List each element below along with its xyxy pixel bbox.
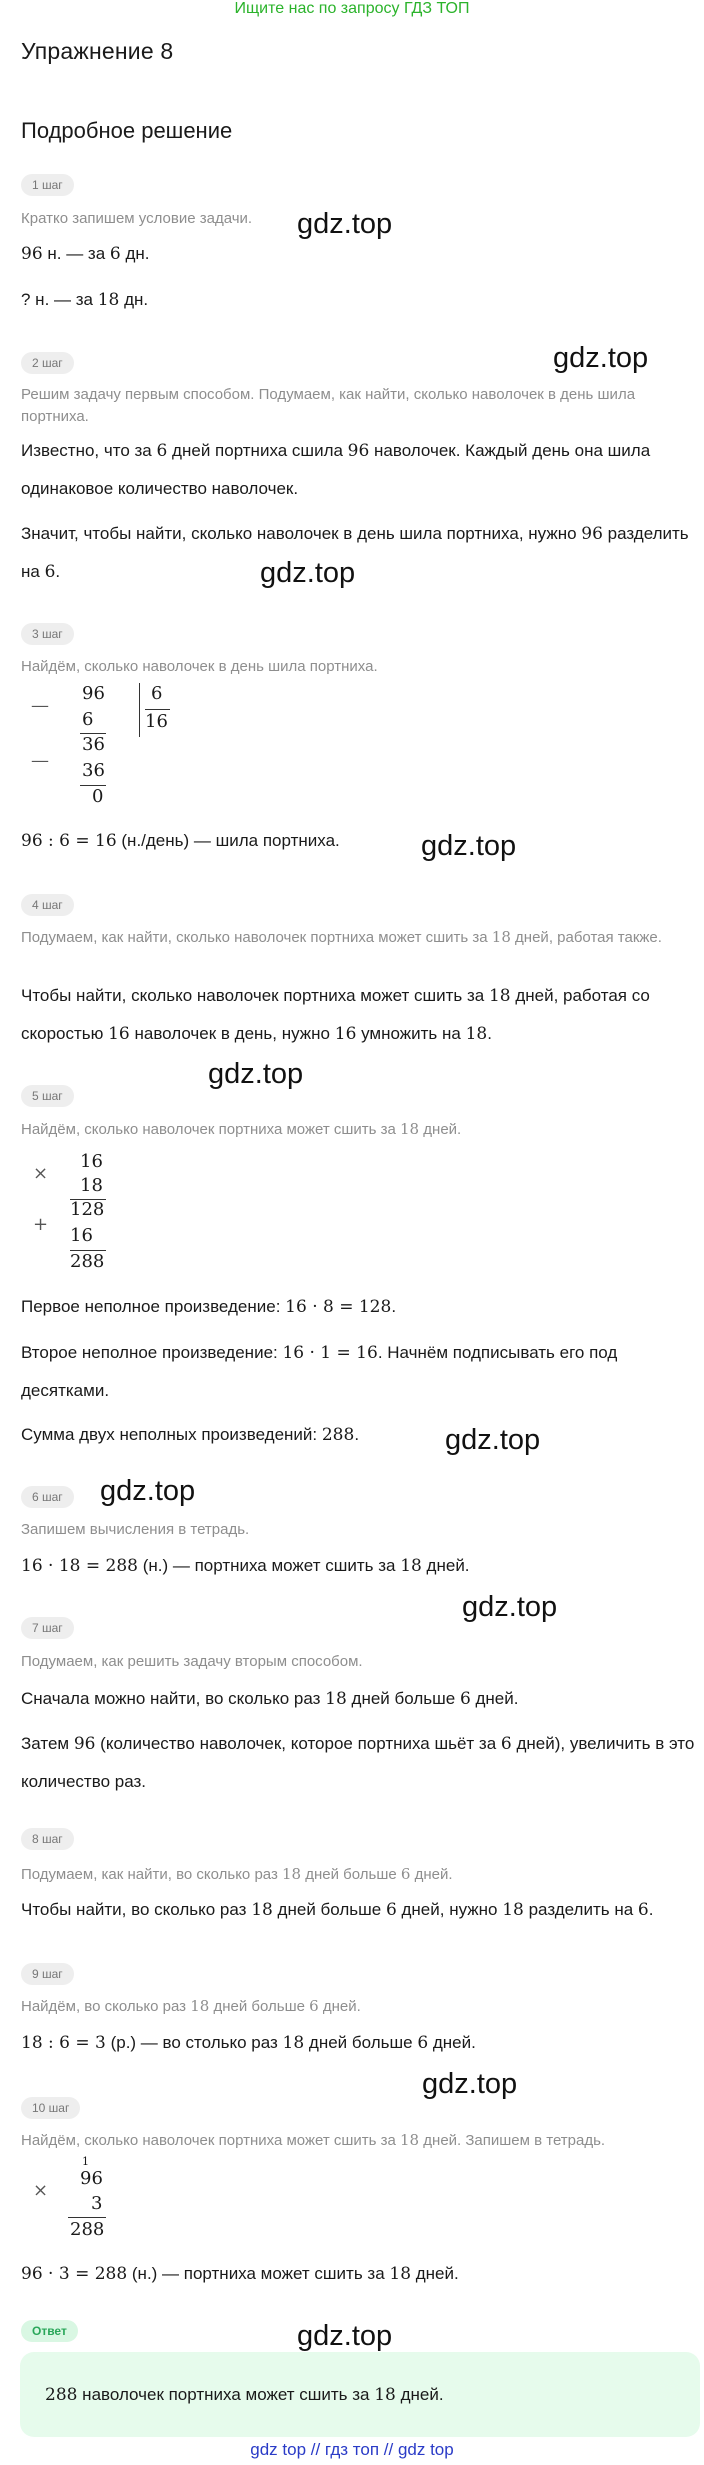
step-badge: 8 шаг (21, 1828, 74, 1850)
step-hint: Решим задачу первым способом. Подумаем, как найти, сколько наволочек в день шила портниха. (21, 386, 636, 425)
step-text: Сначала можно найти, во сколько раз 18 дней больше 6 дней. (21, 1689, 519, 1709)
step-text: Значит, чтобы найти, сколько наволочек в день шила портниха, нужно 96 разделить на 6. (21, 524, 689, 582)
top-search-link[interactable]: Ищите нас по запросу ГДЗ ТОП (234, 0, 470, 17)
step-hint: Найдём, сколько наволочек в день шила портниха. (21, 658, 378, 675)
step-text: Чтобы найти, во сколько раз 18 дней больше 6 дней, нужно 18 разделить на 6. (21, 1900, 654, 1920)
step-badge: 1 шаг (21, 174, 74, 196)
watermark: gdz.top (297, 2320, 393, 2352)
step-result: 18 : 6 = 3 (р.) — во столько раз 18 дней больше 6 дней. (21, 2033, 476, 2053)
answer-badge: Ответ (21, 2320, 78, 2342)
step-hint: Найдём, сколько наволочек портниха может сшить за 18 дней. (21, 1120, 462, 1138)
step-hint: Запишем вычисления в тетрадь. (21, 1521, 250, 1538)
step-hint: Подумаем, как решить задачу вторым способом. (21, 1653, 363, 1670)
page-title: Упражнение 8 (21, 38, 174, 64)
step-result: 96 · 3 = 288 (н.) — портниха может сшить за 18 дней. (21, 2264, 459, 2284)
step-badge: 5 шаг (21, 1085, 74, 1107)
condition-line-1: 96 н. — за 6 дн. (21, 244, 150, 264)
watermark: gdz.top (297, 208, 393, 240)
step-hint: Подумаем, как найти, сколько наволочек портниха может сшить за 18 дней, работая также. (21, 928, 662, 946)
watermark: gdz.top (445, 1424, 541, 1456)
step-hint: Найдём, во сколько раз 18 дней больше 6 дней. (21, 1997, 361, 2015)
watermark: gdz.top (208, 1058, 304, 1090)
step-hint: Найдём, сколько наволочек портниха может сшить за 18 дней. Запишем в тетрадь. (21, 2131, 606, 2149)
step-badge: 9 шаг (21, 1963, 74, 1985)
watermark: gdz.top (462, 1591, 558, 1623)
watermark: gdz.top (100, 1475, 196, 1507)
answer-text: 288 наволочек портниха может сшить за 18 дней. (45, 2385, 444, 2405)
watermark: gdz.top (260, 557, 356, 589)
watermark: gdz.top (421, 830, 517, 862)
step-result: 96 : 6 = 16 (н./день) — шила портниха. (21, 831, 340, 851)
step-text: Сумма двух неполных произведений: 288. (21, 1425, 360, 1445)
step-text: Затем 96 (количество наволочек, которое портниха шьёт за 6 дней), увеличить в это количество раз. (21, 1734, 695, 1791)
watermark: gdz.top (422, 2068, 518, 2100)
step-text: Первое неполное произведение: 16 · 8 = 128. (21, 1297, 397, 1317)
step-text: Известно, что за 6 дней портниха сшила 96 наволочек. Каждый день она шила одинаковое количество наволочек. (21, 441, 651, 498)
bottom-link[interactable]: gdz top // гдз топ // gdz top (250, 2440, 454, 2459)
step-hint: Подумаем, как найти, во сколько раз 18 дней больше 6 дней. (21, 1865, 453, 1883)
condition-line-2: ? н. — за 18 дн. (21, 290, 149, 310)
step-text: Чтобы найти, сколько наволочек портниха может сшить за 18 дней, работая со скоростью 16 наволочек в день, нужно 16 умножить на 18. (21, 986, 650, 1044)
step-result: 16 · 18 = 288 (н.) — портниха может сшить за 18 дней. (21, 1556, 470, 1576)
step-badge: 3 шаг (21, 623, 74, 645)
step-badge: 10 шаг (21, 2097, 80, 2119)
watermark: gdz.top (553, 342, 649, 374)
step-badge: 4 шаг (21, 894, 74, 916)
section-title: Подробное решение (21, 118, 233, 143)
step-badge: 2 шаг (21, 352, 74, 374)
step-hint: Кратко запишем условие задачи. (21, 210, 253, 227)
step-badge: 6 шаг (21, 1486, 74, 1508)
step-text: Второе неполное произведение: 16 · 1 = 16. Начнём подписывать его под десятками. (21, 1343, 618, 1400)
step-badge: 7 шаг (21, 1617, 74, 1639)
